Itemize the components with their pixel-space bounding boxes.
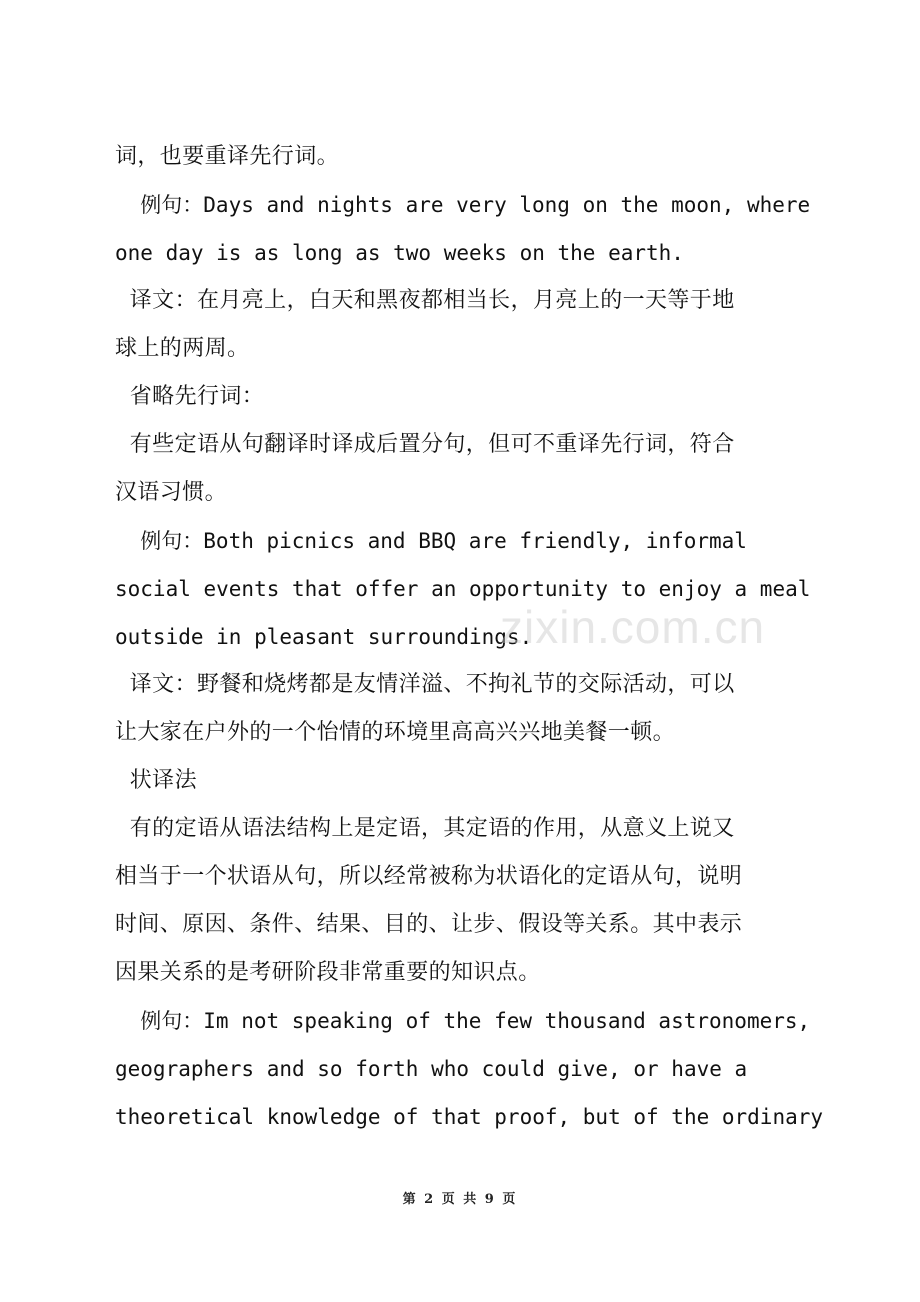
text-line: one day is as long as two weeks on the earth. (115, 241, 684, 265)
text-line: geographers and so forth who could give, or have a (115, 1057, 748, 1081)
text-line: 有的定语从语法结构上是定语，其定语的作用，从意义上说又 (115, 816, 735, 841)
section-heading: 状译法 (115, 768, 197, 793)
text-line: 有些定语从句翻译时译成后置分句，但可不重译先行词，符合 (115, 432, 735, 457)
text-line: 汉语习惯。 (115, 480, 228, 505)
watermark: zixin.com.cn (500, 601, 766, 653)
text-line: 省略先行词： (115, 384, 265, 409)
text-line: outside in pleasant surroundings. (115, 625, 533, 649)
text-line: 球上的两周。 (115, 336, 250, 361)
text-line: 让大家在户外的一个怡情的环境里高高兴兴地美餐一顿。 (115, 720, 676, 745)
text-line: 相当于一个状语从句，所以经常被称为状语化的定语从句，说明 (115, 864, 743, 889)
text-line: 例句：Both picnics and BBQ are friendly, informal (115, 529, 747, 553)
page-footer: 第 2 页 共 9 页 (402, 1192, 518, 1207)
text-line: 例句：Days and nights are very long on the moon, where (115, 193, 811, 217)
text-line: 词，也要重译先行词。 (115, 144, 340, 169)
text-line: 译文：在月亮上，白天和黑夜都相当长，月亮上的一天等于地 (115, 288, 735, 313)
text-line: 因果关系的是考研阶段非常重要的知识点。 (115, 960, 541, 985)
text-line: social events that offer an opportunity to enjoy a meal (115, 577, 811, 601)
text-line: 例句：Im not speaking of the few thousand astronomers, (115, 1009, 811, 1033)
text-line: theoretical knowledge of that proof, but of the ordinary (115, 1105, 824, 1129)
text-line: 译文：野餐和烧烤都是友情洋溢、不拘礼节的交际活动，可以 (115, 672, 735, 697)
text-line: 时间、原因、条件、结果、目的、让步、假设等关系。其中表示 (115, 912, 743, 937)
